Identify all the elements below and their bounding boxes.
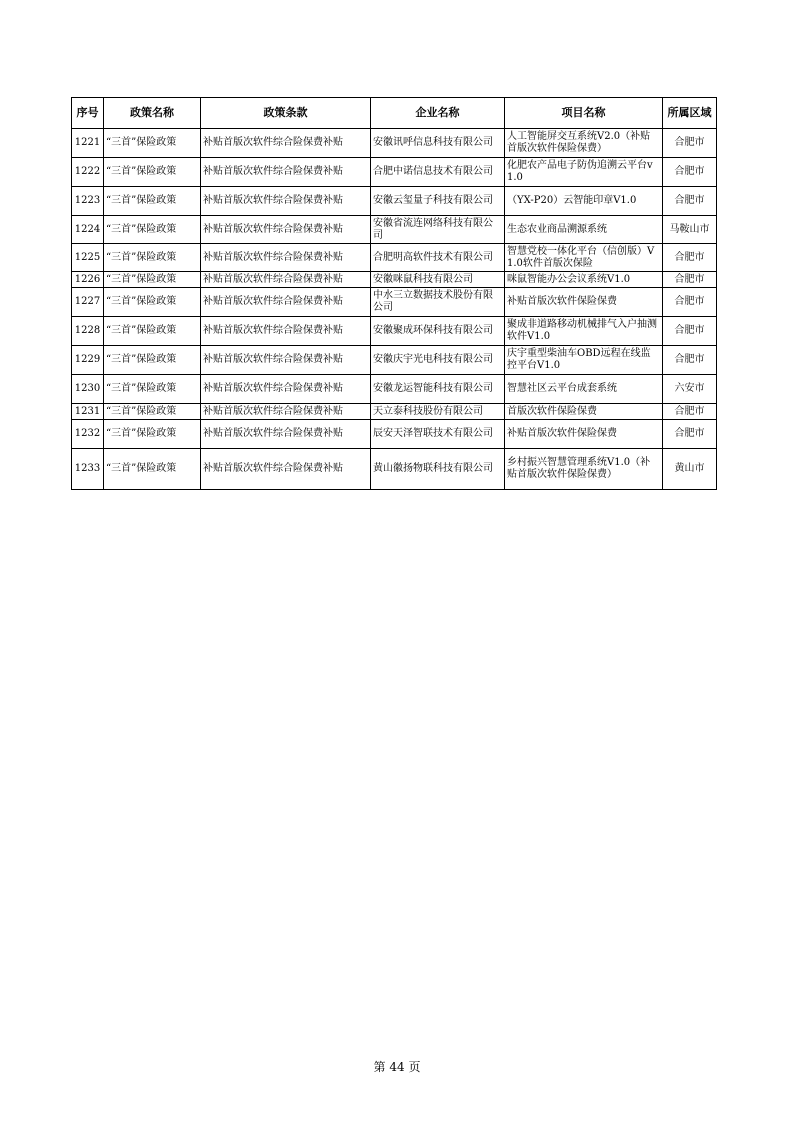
cell-region: 合肥市 bbox=[663, 317, 717, 346]
cell-seq: 1233 bbox=[72, 449, 104, 490]
cell-clause: 补贴首版次软件综合险保费补贴 bbox=[201, 244, 371, 272]
cell-policy: “三首”保险政策 bbox=[104, 317, 201, 346]
cell-region: 合肥市 bbox=[663, 129, 717, 158]
cell-seq: 1232 bbox=[72, 420, 104, 449]
cell-clause: 补贴首版次软件综合险保费补贴 bbox=[201, 158, 371, 187]
cell-project: 首版次软件保险保费 bbox=[505, 404, 663, 420]
header-seq: 序号 bbox=[72, 98, 104, 129]
table-row bbox=[72, 216, 717, 244]
cell-clause: 补贴首版次软件综合险保费补贴 bbox=[201, 129, 371, 158]
table-row bbox=[72, 317, 717, 346]
cell-clause: 补贴首版次软件综合险保费补贴 bbox=[201, 317, 371, 346]
table-row bbox=[72, 420, 717, 449]
cell-clause: 补贴首版次软件综合险保费补贴 bbox=[201, 346, 371, 375]
cell-company: 安徽庆宇光电科技有限公司 bbox=[371, 346, 505, 375]
cell-company: 合肥中诺信息技术有限公司 bbox=[371, 158, 505, 187]
cell-region: 六安市 bbox=[663, 375, 717, 404]
cell-seq: 1230 bbox=[72, 375, 104, 404]
cell-seq: 1223 bbox=[72, 187, 104, 216]
table-row bbox=[72, 346, 717, 375]
cell-clause: 补贴首版次软件综合险保费补贴 bbox=[201, 272, 371, 288]
cell-region: 合肥市 bbox=[663, 288, 717, 317]
cell-policy: “三首”保险政策 bbox=[104, 129, 201, 158]
cell-seq: 1228 bbox=[72, 317, 104, 346]
cell-project: 聚成非道路移动机械排气入户抽测软件V1.0 bbox=[505, 317, 663, 346]
cell-project: 乡村振兴智慧管理系统V1.0（补贴首版次软件保险保费） bbox=[505, 449, 663, 490]
cell-policy: “三首”保险政策 bbox=[104, 272, 201, 288]
header-policy-clause: 政策条款 bbox=[201, 98, 371, 129]
page-number: 第 44 页 bbox=[373, 1060, 421, 1074]
cell-seq: 1229 bbox=[72, 346, 104, 375]
subsidy-table bbox=[71, 97, 717, 490]
cell-policy: “三首”保险政策 bbox=[104, 216, 201, 244]
cell-company: 安徽云玺量子科技有限公司 bbox=[371, 187, 505, 216]
table-row bbox=[72, 129, 717, 158]
table-row bbox=[72, 404, 717, 420]
cell-policy: “三首”保险政策 bbox=[104, 244, 201, 272]
cell-clause: 补贴首版次软件综合险保费补贴 bbox=[201, 187, 371, 216]
cell-policy: “三首”保险政策 bbox=[104, 420, 201, 449]
cell-clause: 补贴首版次软件综合险保费补贴 bbox=[201, 216, 371, 244]
table-row bbox=[72, 158, 717, 187]
cell-policy: “三首”保险政策 bbox=[104, 158, 201, 187]
cell-policy: “三首”保险政策 bbox=[104, 375, 201, 404]
cell-company: 安徽龙运智能科技有限公司 bbox=[371, 375, 505, 404]
table-row bbox=[72, 375, 717, 404]
cell-policy: “三首”保险政策 bbox=[104, 187, 201, 216]
cell-company: 辰安天泽智联技术有限公司 bbox=[371, 420, 505, 449]
cell-company: 天立泰科技股份有限公司 bbox=[371, 404, 505, 420]
header-policy-name: 政策名称 bbox=[104, 98, 201, 129]
cell-project: 庆宇重型柴油车OBD远程在线监控平台V1.0 bbox=[505, 346, 663, 375]
cell-clause: 补贴首版次软件综合险保费补贴 bbox=[201, 288, 371, 317]
cell-company: 安徽咪鼠科技有限公司 bbox=[371, 272, 505, 288]
cell-clause: 补贴首版次软件综合险保费补贴 bbox=[201, 375, 371, 404]
cell-company: 安徽省流连网络科技有限公司 bbox=[371, 216, 505, 244]
cell-region: 合肥市 bbox=[663, 272, 717, 288]
cell-seq: 1226 bbox=[72, 272, 104, 288]
cell-company: 合肥明高软件技术有限公司 bbox=[371, 244, 505, 272]
table-row bbox=[72, 288, 717, 317]
table-row bbox=[72, 187, 717, 216]
cell-company: 黄山徽扬物联科技有限公司 bbox=[371, 449, 505, 490]
cell-seq: 1222 bbox=[72, 158, 104, 187]
table-row bbox=[72, 272, 717, 288]
cell-seq: 1224 bbox=[72, 216, 104, 244]
cell-policy: “三首”保险政策 bbox=[104, 449, 201, 490]
cell-project: 咪鼠智能办公会议系统V1.0 bbox=[505, 272, 663, 288]
cell-project: 智慧社区云平台成套系统 bbox=[505, 375, 663, 404]
cell-project: （YX-P20）云智能印章V1.0 bbox=[505, 187, 663, 216]
table-row bbox=[72, 449, 717, 490]
cell-seq: 1225 bbox=[72, 244, 104, 272]
cell-clause: 补贴首版次软件综合险保费补贴 bbox=[201, 404, 371, 420]
cell-region: 合肥市 bbox=[663, 187, 717, 216]
cell-company: 安徽讯呼信息科技有限公司 bbox=[371, 129, 505, 158]
cell-clause: 补贴首版次软件综合险保费补贴 bbox=[201, 449, 371, 490]
cell-region: 合肥市 bbox=[663, 158, 717, 187]
cell-region: 合肥市 bbox=[663, 404, 717, 420]
cell-region: 黄山市 bbox=[663, 449, 717, 490]
cell-project: 生态农业商品溯源系统 bbox=[505, 216, 663, 244]
cell-company: 安徽聚成环保科技有限公司 bbox=[371, 317, 505, 346]
table-row bbox=[72, 244, 717, 272]
header-company-name: 企业名称 bbox=[371, 98, 505, 129]
cell-seq: 1221 bbox=[72, 129, 104, 158]
cell-company: 中水三立数据技术股份有限公司 bbox=[371, 288, 505, 317]
cell-policy: “三首”保险政策 bbox=[104, 288, 201, 317]
cell-region: 合肥市 bbox=[663, 346, 717, 375]
cell-policy: “三首”保险政策 bbox=[104, 404, 201, 420]
table-header-row bbox=[72, 98, 717, 129]
cell-project: 人工智能屏交互系统V2.0（补贴首版次软件保险保费） bbox=[505, 129, 663, 158]
cell-clause: 补贴首版次软件综合险保费补贴 bbox=[201, 420, 371, 449]
header-project-name: 项目名称 bbox=[505, 98, 663, 129]
cell-project: 补贴首版次软件保险保费 bbox=[505, 288, 663, 317]
cell-region: 合肥市 bbox=[663, 244, 717, 272]
cell-seq: 1227 bbox=[72, 288, 104, 317]
cell-region: 合肥市 bbox=[663, 420, 717, 449]
cell-region: 马鞍山市 bbox=[663, 216, 717, 244]
cell-project: 智慧党校一体化平台（信创版）V1.0软件首版次保险 bbox=[505, 244, 663, 272]
cell-project: 补贴首版次软件保险保费 bbox=[505, 420, 663, 449]
header-region: 所属区域 bbox=[663, 98, 717, 129]
cell-project: 化肥农产品电子防伪追溯云平台v1.0 bbox=[505, 158, 663, 187]
cell-policy: “三首”保险政策 bbox=[104, 346, 201, 375]
cell-seq: 1231 bbox=[72, 404, 104, 420]
